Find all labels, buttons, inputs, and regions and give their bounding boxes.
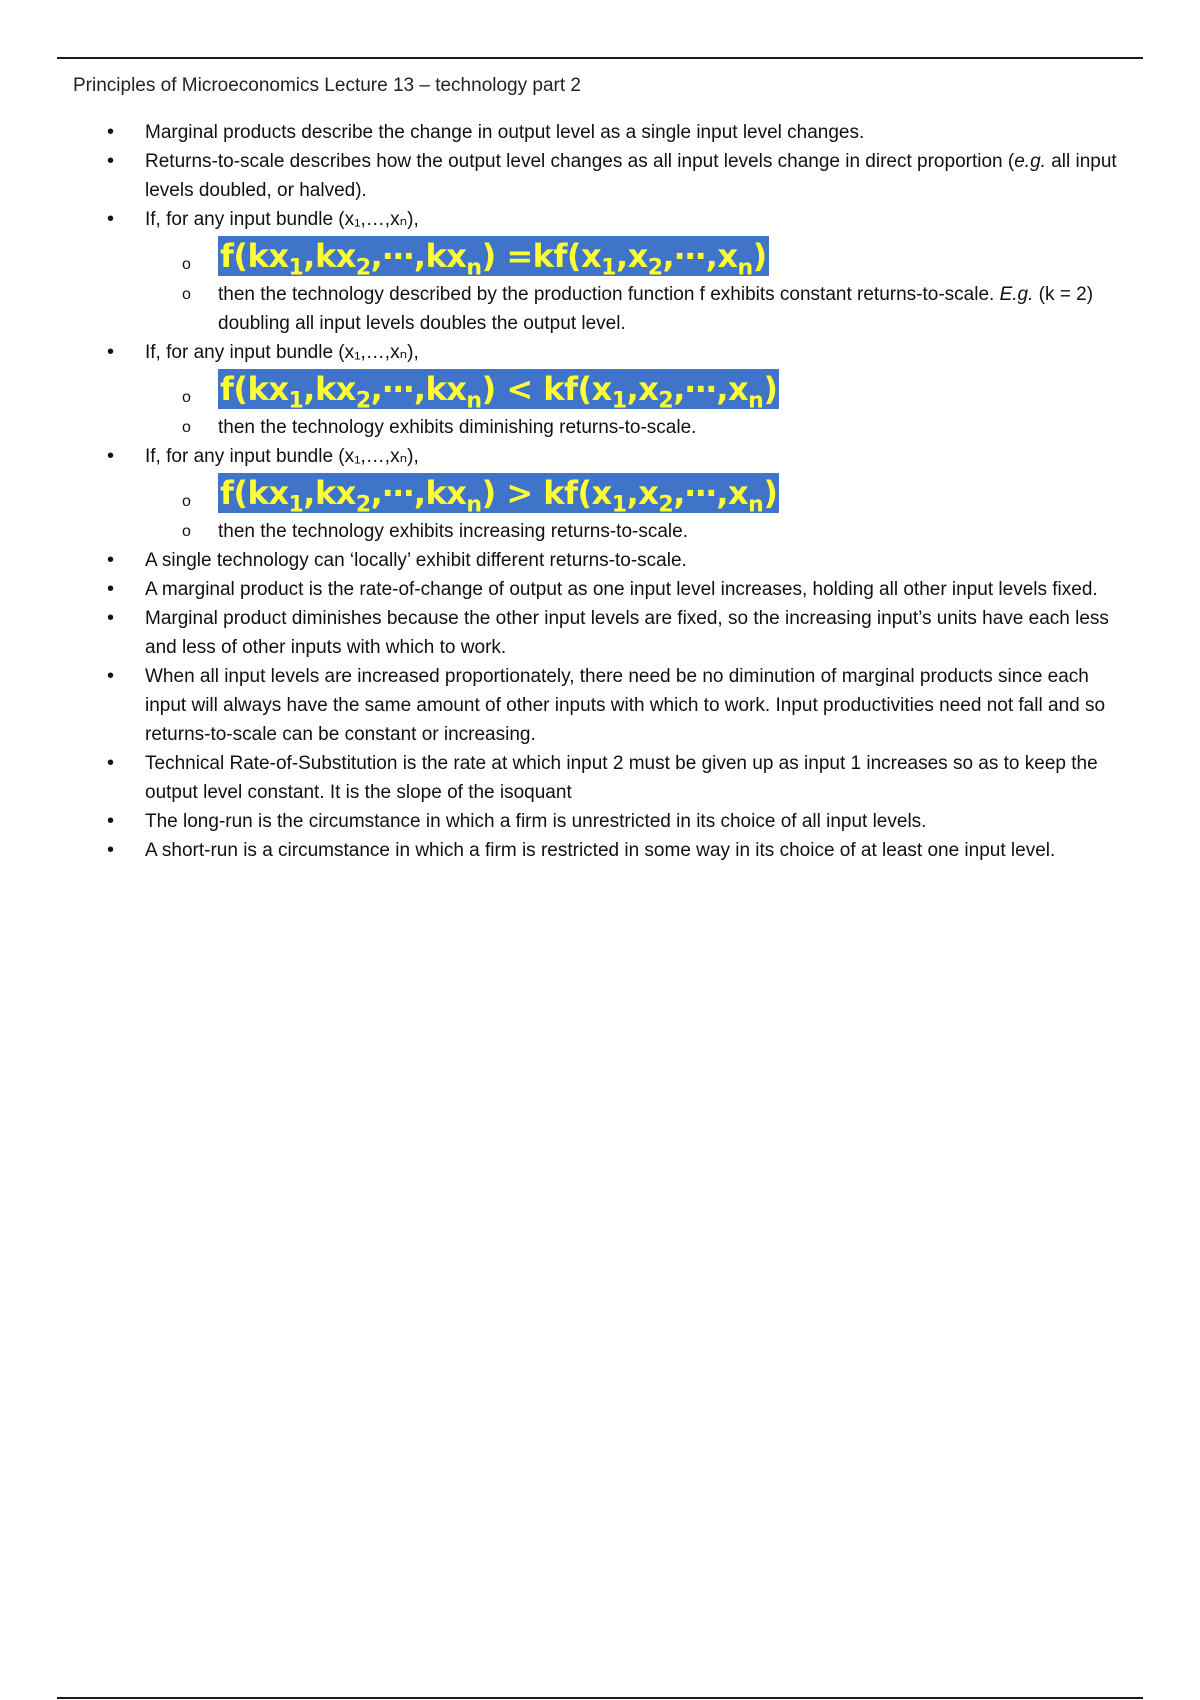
item-text: Technical Rate-of-Substitution is the rate at which input 2 must be given up as input 1 increases so as to keep the output level constant. It is the slope of the isoquant <box>145 753 1098 803</box>
bullet-icon: • <box>107 121 115 143</box>
list-item <box>0 575 1200 604</box>
bullet-icon: • <box>107 839 115 861</box>
sub-text: then the technology exhibits increasing returns-to-scale. <box>218 521 688 542</box>
item-text: A short-run is a circumstance in which a firm is restricted in some way in its choice of at least one input level. <box>145 840 1056 861</box>
bullet-icon: • <box>107 208 115 230</box>
formula-row-constant <box>0 234 1200 280</box>
item-text: If, for any input bundle (x₁,…,xₙ), <box>145 209 419 230</box>
item-text: If, for any input bundle (x₁,…,xₙ), <box>145 342 419 363</box>
item-text: Marginal products describe the change in output level as a single input level changes. <box>145 122 865 143</box>
bullet-icon: • <box>107 578 115 600</box>
circle-bullet-icon: o <box>182 389 191 406</box>
item-text: When all input levels are increased proportionately, there need be no diminution of marginal products since each input will always have the same amount of other inputs with which to work. Input productivities need not fall and so returns-to-scale can be constant or increasing. <box>145 666 1106 745</box>
notes-list <box>0 118 1200 865</box>
circle-bullet-icon: o <box>182 286 191 303</box>
formula-row-diminishing <box>0 367 1200 413</box>
sub-text: then the technology described by the production function f exhibits constant returns-to-scale. <box>218 284 1000 305</box>
formula-increasing-returns: $f(kx_1,kx_2,\cdots,kx_n)$ > $kf(x_1,x_2,\cdots,x_n)$ <box>220 474 778 518</box>
bullet-icon: • <box>107 810 115 832</box>
item-text: A marginal product is the rate-of-change of output as one input level increases, holding all other input levels fixed. <box>145 579 1098 600</box>
page-title: Principles of Microeconomics Lecture 13 – technology part 2 <box>73 75 581 96</box>
item-text: A single technology can ‘locally’ exhibit different returns-to-scale. <box>145 550 687 571</box>
bullet-icon: • <box>107 549 115 571</box>
list-item <box>0 604 1200 662</box>
item-text: Marginal product diminishes because the other input levels are fixed, so the increasing input’s units have each less and less of other inputs with which to work. <box>145 608 1109 658</box>
formula-diminishing-returns: $f(kx_1,kx_2,\cdots,kx_n)$ < $kf(x_1,x_2,\cdots,x_n)$ <box>220 370 778 414</box>
formula-constant-returns: $f(kx_1,kx_2,\cdots,kx_n)$ $=kf(x_1,x_2,\cdots,x_n)$ <box>220 237 767 281</box>
list-item <box>0 442 1200 471</box>
top-rule <box>57 57 1143 59</box>
sub-item <box>0 517 1200 546</box>
list-item <box>0 662 1200 749</box>
list-item <box>0 836 1200 865</box>
bullet-icon: • <box>107 150 115 172</box>
item-text-cont: all input levels doubled, or halved). <box>145 151 1117 201</box>
item-emphasis: e.g. <box>1014 151 1046 172</box>
circle-bullet-icon: o <box>182 256 191 273</box>
item-text: If, for any input bundle (x₁,…,xₙ), <box>145 446 419 467</box>
circle-bullet-icon: o <box>182 419 191 436</box>
list-item <box>0 807 1200 836</box>
circle-bullet-icon: o <box>182 493 191 510</box>
bullet-icon: • <box>107 665 115 687</box>
list-item <box>0 338 1200 367</box>
bullet-icon: • <box>107 752 115 774</box>
list-item <box>0 205 1200 234</box>
list-item <box>0 118 1200 147</box>
bullet-icon: • <box>107 445 115 467</box>
sub-text-cont: (k = 2) doubling all input levels doubles the output level. <box>218 284 1094 334</box>
item-text: Returns-to-scale describes how the output level changes as all input levels change in direct proportion ( <box>145 151 1015 172</box>
circle-bullet-icon: o <box>182 523 191 540</box>
sub-item <box>0 413 1200 442</box>
sub-text: then the technology exhibits diminishing returns-to-scale. <box>218 417 697 438</box>
formula-row-increasing <box>0 471 1200 517</box>
list-item <box>0 749 1200 807</box>
list-item <box>0 546 1200 575</box>
list-item <box>0 147 1200 205</box>
sub-item <box>0 280 1200 338</box>
bottom-rule <box>57 1697 1143 1699</box>
bullet-icon: • <box>107 607 115 629</box>
item-text: The long-run is the circumstance in which a firm is unrestricted in its choice of all input levels. <box>145 811 927 832</box>
bullet-icon: • <box>107 341 115 363</box>
sub-emphasis: E.g. <box>999 284 1034 305</box>
